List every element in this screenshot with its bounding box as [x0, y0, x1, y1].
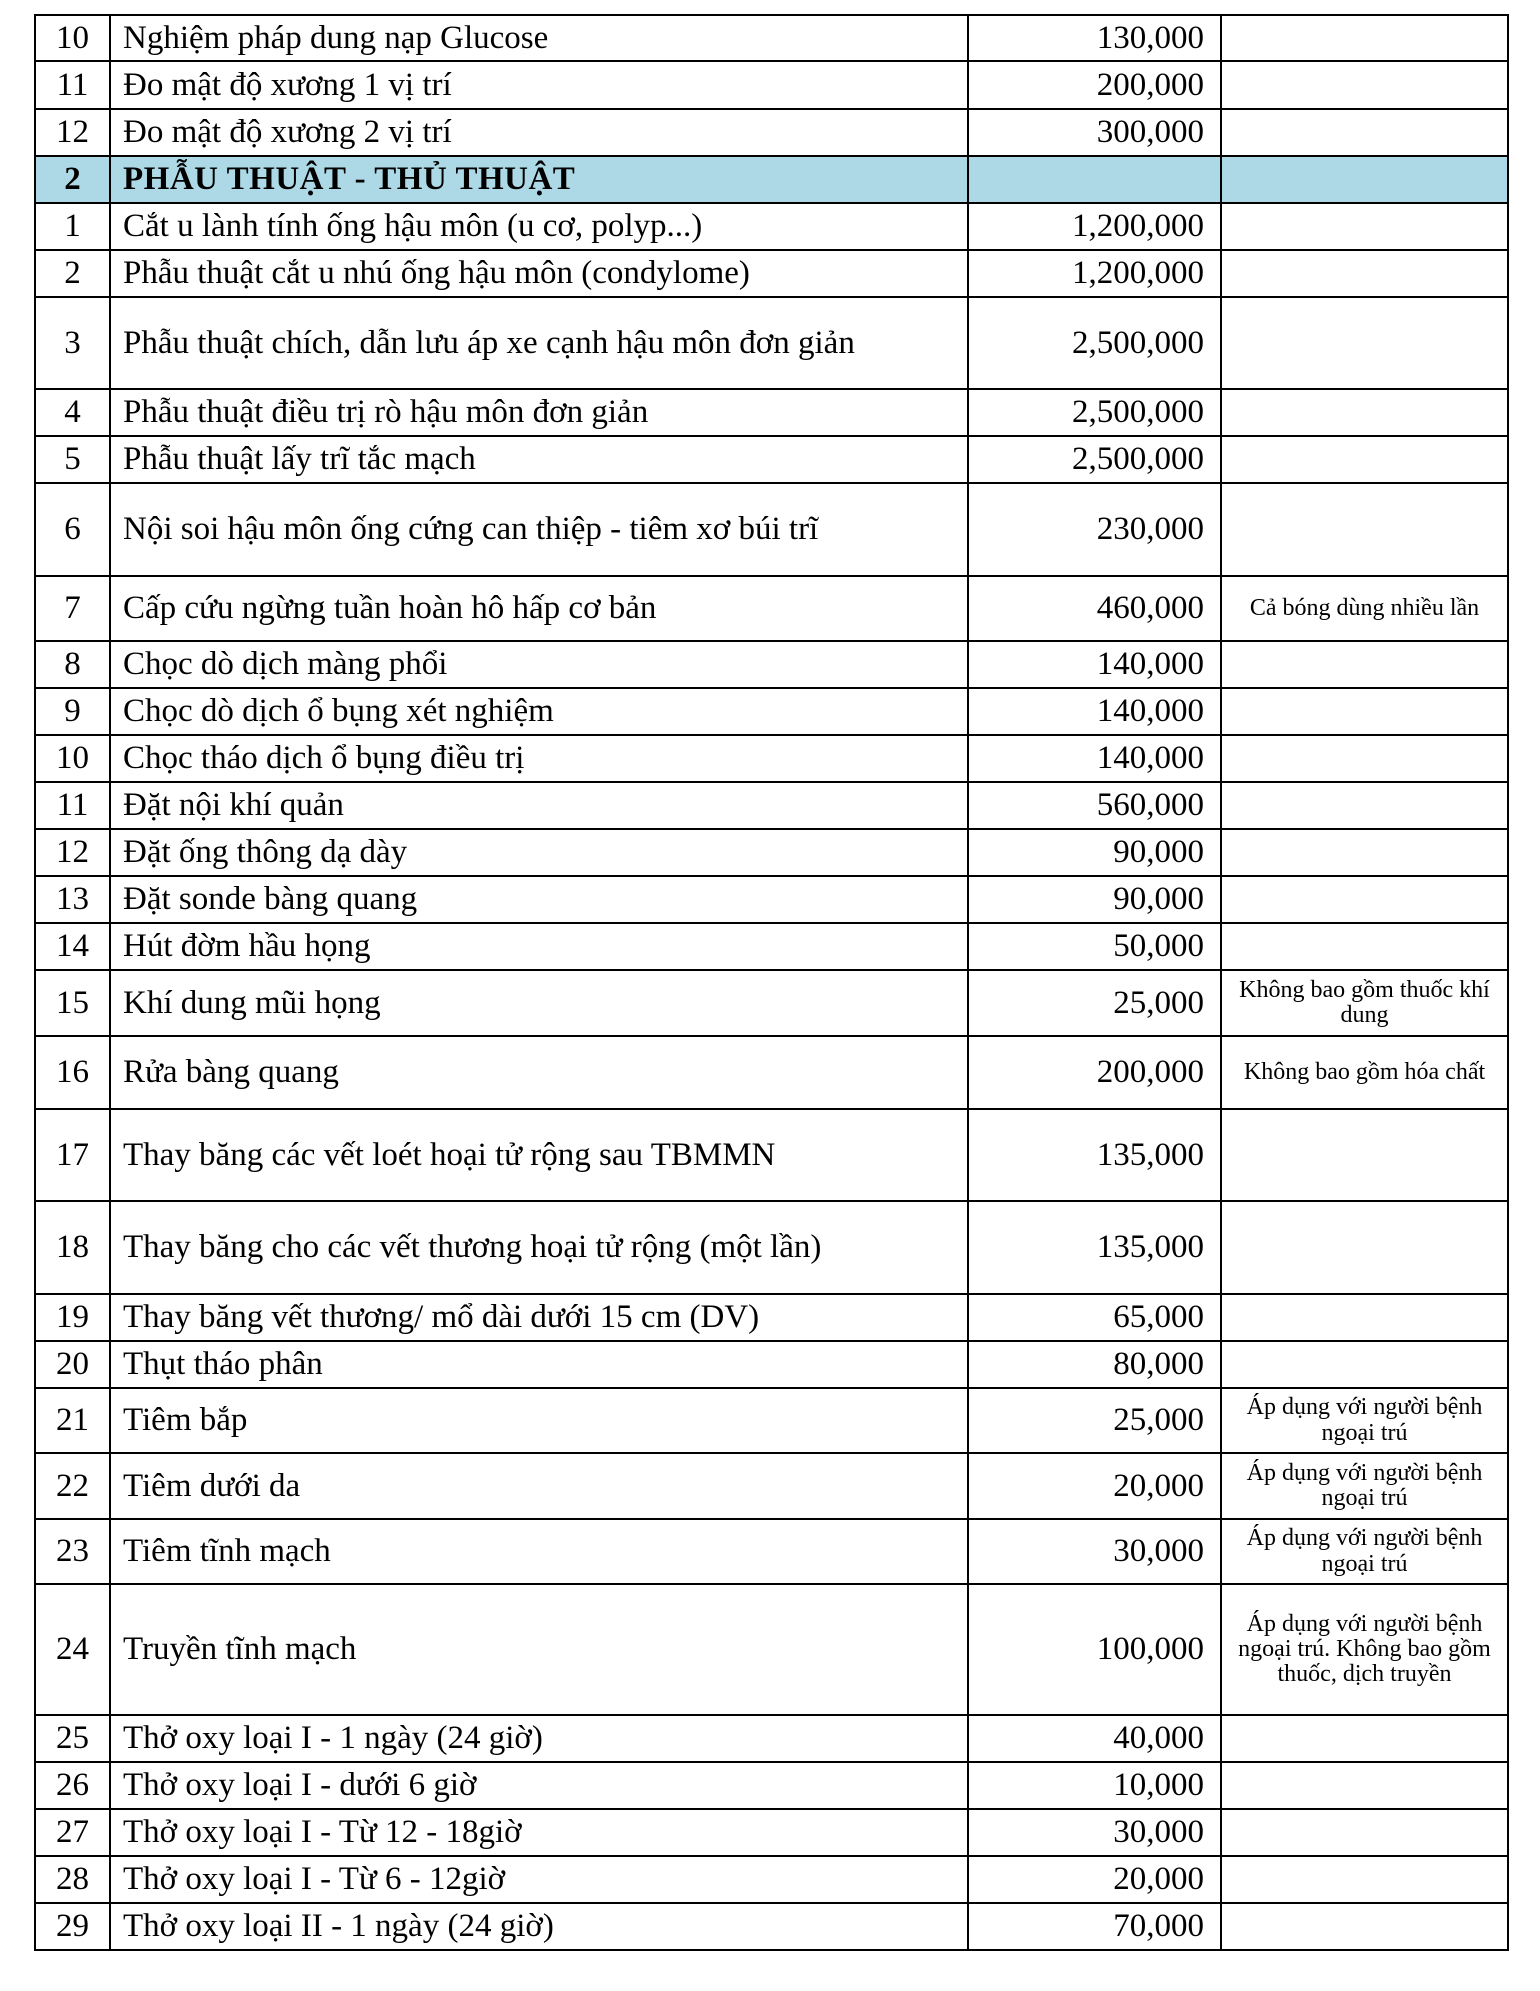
table-row — [35, 1762, 1508, 1809]
table-row — [35, 1715, 1508, 1762]
service-name: Nghiệm pháp dung nạp Glucose — [110, 15, 968, 61]
row-number: 2 — [35, 250, 110, 297]
service-note — [1221, 389, 1508, 436]
service-price: 25,000 — [968, 970, 1221, 1036]
service-name: Tiêm bắp — [110, 1388, 968, 1453]
price-table — [34, 14, 1509, 1951]
row-number: 5 — [35, 436, 110, 483]
table-row — [35, 1584, 1508, 1715]
service-price: 70,000 — [968, 1903, 1221, 1950]
service-price: 65,000 — [968, 1294, 1221, 1341]
row-number: 7 — [35, 576, 110, 641]
row-number: 4 — [35, 389, 110, 436]
service-price: 90,000 — [968, 876, 1221, 923]
service-price: 230,000 — [968, 483, 1221, 576]
service-note: Áp dụng với người bệnh ngoại trú — [1221, 1388, 1508, 1453]
row-number: 10 — [35, 735, 110, 782]
table-row — [35, 1341, 1508, 1388]
row-number: 26 — [35, 1762, 110, 1809]
row-number: 1 — [35, 203, 110, 250]
row-number: 25 — [35, 1715, 110, 1762]
service-note — [1221, 1762, 1508, 1809]
row-number: 28 — [35, 1856, 110, 1903]
service-price: 80,000 — [968, 1341, 1221, 1388]
table-row — [35, 735, 1508, 782]
table-row — [35, 1294, 1508, 1341]
service-note — [1221, 250, 1508, 297]
row-number: 15 — [35, 970, 110, 1036]
service-name: Chọc dò dịch ổ bụng xét nghiệm — [110, 688, 968, 735]
service-note — [1221, 1294, 1508, 1341]
service-note — [1221, 641, 1508, 688]
service-price: 40,000 — [968, 1715, 1221, 1762]
service-name: Thụt tháo phân — [110, 1341, 968, 1388]
table-row — [35, 923, 1508, 970]
service-name: Thở oxy loại I - 1 ngày (24 giờ) — [110, 1715, 968, 1762]
table-row — [35, 970, 1508, 1036]
service-price: 200,000 — [968, 1036, 1221, 1109]
table-row — [35, 15, 1508, 61]
service-note — [1221, 297, 1508, 389]
service-note — [1221, 735, 1508, 782]
table-row — [35, 389, 1508, 436]
service-price: 50,000 — [968, 923, 1221, 970]
service-name: Thở oxy loại II - 1 ngày (24 giờ) — [110, 1903, 968, 1950]
service-name: Phẫu thuật cắt u nhú ống hậu môn (condylome) — [110, 250, 968, 297]
service-name: Chọc dò dịch màng phổi — [110, 641, 968, 688]
service-name: Đo mật độ xương 1 vị trí — [110, 61, 968, 109]
row-number: 6 — [35, 483, 110, 576]
table-row — [35, 876, 1508, 923]
section-row — [35, 156, 1508, 203]
service-price: 25,000 — [968, 1388, 1221, 1453]
row-number: 12 — [35, 829, 110, 876]
service-price: 1,200,000 — [968, 250, 1221, 297]
row-number: 27 — [35, 1809, 110, 1856]
service-price: 2,500,000 — [968, 389, 1221, 436]
service-name: Phẫu thuật lấy trĩ tắc mạch — [110, 436, 968, 483]
row-number: 11 — [35, 61, 110, 109]
service-name: Rửa bàng quang — [110, 1036, 968, 1109]
service-price: 20,000 — [968, 1856, 1221, 1903]
service-name: Đặt sonde bàng quang — [110, 876, 968, 923]
table-row — [35, 436, 1508, 483]
service-name: Khí dung mũi họng — [110, 970, 968, 1036]
service-note — [1221, 1341, 1508, 1388]
row-number: 19 — [35, 1294, 110, 1341]
table-row — [35, 1903, 1508, 1950]
service-name: Chọc tháo dịch ổ bụng điều trị — [110, 735, 968, 782]
service-note — [1221, 1809, 1508, 1856]
service-price: 30,000 — [968, 1809, 1221, 1856]
service-note: Không bao gồm hóa chất — [1221, 1036, 1508, 1109]
row-number: 29 — [35, 1903, 110, 1950]
row-number: 24 — [35, 1584, 110, 1715]
service-note — [1221, 1201, 1508, 1294]
service-price: 460,000 — [968, 576, 1221, 641]
table-row — [35, 109, 1508, 156]
table-row — [35, 688, 1508, 735]
service-name: Hút đờm hầu họng — [110, 923, 968, 970]
row-number: 21 — [35, 1388, 110, 1453]
service-note — [1221, 829, 1508, 876]
row-number: 18 — [35, 1201, 110, 1294]
service-price: 2,500,000 — [968, 436, 1221, 483]
row-number: 17 — [35, 1109, 110, 1201]
service-note — [1221, 109, 1508, 156]
row-number: 23 — [35, 1519, 110, 1584]
table-row — [35, 1388, 1508, 1453]
service-price: 135,000 — [968, 1201, 1221, 1294]
service-price: 10,000 — [968, 1762, 1221, 1809]
service-name: Thay băng vết thương/ mổ dài dưới 15 cm (DV) — [110, 1294, 968, 1341]
row-number: 10 — [35, 15, 110, 61]
table-row — [35, 576, 1508, 641]
service-name: Thay băng các vết loét hoại tử rộng sau TBMMN — [110, 1109, 968, 1201]
service-note — [1221, 782, 1508, 829]
service-price: 140,000 — [968, 688, 1221, 735]
service-note — [1221, 483, 1508, 576]
service-price — [968, 156, 1221, 203]
service-note: Không bao gồm thuốc khí dung — [1221, 970, 1508, 1036]
service-price: 200,000 — [968, 61, 1221, 109]
service-price: 2,500,000 — [968, 297, 1221, 389]
service-note — [1221, 1715, 1508, 1762]
service-name: Thở oxy loại I - Từ 6 - 12giờ — [110, 1856, 968, 1903]
table-row — [35, 782, 1508, 829]
service-note — [1221, 61, 1508, 109]
service-name: Cấp cứu ngừng tuần hoàn hô hấp cơ bản — [110, 576, 968, 641]
service-note — [1221, 203, 1508, 250]
service-note: Áp dụng với người bệnh ngoại trú — [1221, 1519, 1508, 1584]
table-row — [35, 1809, 1508, 1856]
service-name: Thay băng cho các vết thương hoại tử rộng (một lần) — [110, 1201, 968, 1294]
service-price: 135,000 — [968, 1109, 1221, 1201]
service-note — [1221, 15, 1508, 61]
table-row — [35, 1036, 1508, 1109]
service-note — [1221, 876, 1508, 923]
service-note — [1221, 688, 1508, 735]
table-row — [35, 203, 1508, 250]
service-note — [1221, 923, 1508, 970]
row-number: 11 — [35, 782, 110, 829]
service-price: 130,000 — [968, 15, 1221, 61]
service-note — [1221, 1109, 1508, 1201]
row-number: 14 — [35, 923, 110, 970]
row-number: 22 — [35, 1453, 110, 1519]
service-price: 1,200,000 — [968, 203, 1221, 250]
service-price: 30,000 — [968, 1519, 1221, 1584]
row-number: 9 — [35, 688, 110, 735]
service-name: Đo mật độ xương 2 vị trí — [110, 109, 968, 156]
row-number: 3 — [35, 297, 110, 389]
table-row — [35, 829, 1508, 876]
service-note: Áp dụng với người bệnh ngoại trú — [1221, 1453, 1508, 1519]
service-note: Cả bóng dùng nhiều lần — [1221, 576, 1508, 641]
service-name: Phẫu thuật chích, dẫn lưu áp xe cạnh hậu môn đơn giản — [110, 297, 968, 389]
row-number: 13 — [35, 876, 110, 923]
service-name: Tiêm tĩnh mạch — [110, 1519, 968, 1584]
service-note — [1221, 1856, 1508, 1903]
row-number: 20 — [35, 1341, 110, 1388]
service-price: 140,000 — [968, 735, 1221, 782]
service-name: Đặt ống thông dạ dày — [110, 829, 968, 876]
service-name: Phẫu thuật điều trị rò hậu môn đơn giản — [110, 389, 968, 436]
table-row — [35, 1453, 1508, 1519]
price-table-body — [35, 15, 1508, 1950]
table-row — [35, 297, 1508, 389]
service-price: 20,000 — [968, 1453, 1221, 1519]
service-price: 560,000 — [968, 782, 1221, 829]
row-number: 8 — [35, 641, 110, 688]
service-price: 100,000 — [968, 1584, 1221, 1715]
service-name: Đặt nội khí quản — [110, 782, 968, 829]
table-row — [35, 641, 1508, 688]
service-name: Truyền tĩnh mạch — [110, 1584, 968, 1715]
row-number: 12 — [35, 109, 110, 156]
service-note — [1221, 436, 1508, 483]
row-number: 2 — [35, 156, 110, 203]
table-row — [35, 1856, 1508, 1903]
service-name: Thở oxy loại I - Từ 12 - 18giờ — [110, 1809, 968, 1856]
service-name: Nội soi hậu môn ống cứng can thiệp - tiêm xơ búi trĩ — [110, 483, 968, 576]
table-row — [35, 61, 1508, 109]
service-name: Thở oxy loại I - dưới 6 giờ — [110, 1762, 968, 1809]
service-name: Cắt u lành tính ống hậu môn (u cơ, polyp...) — [110, 203, 968, 250]
table-row — [35, 250, 1508, 297]
table-row — [35, 1519, 1508, 1584]
row-number: 16 — [35, 1036, 110, 1109]
service-note — [1221, 156, 1508, 203]
table-row — [35, 483, 1508, 576]
table-row — [35, 1201, 1508, 1294]
service-name: PHẪU THUẬT - THỦ THUẬT — [110, 156, 968, 203]
service-name: Tiêm dưới da — [110, 1453, 968, 1519]
service-price: 140,000 — [968, 641, 1221, 688]
service-note — [1221, 1903, 1508, 1950]
service-price: 90,000 — [968, 829, 1221, 876]
service-note: Áp dụng với người bệnh ngoại trú. Không bao gồm thuốc, dịch truyền — [1221, 1584, 1508, 1715]
service-price: 300,000 — [968, 109, 1221, 156]
table-row — [35, 1109, 1508, 1201]
